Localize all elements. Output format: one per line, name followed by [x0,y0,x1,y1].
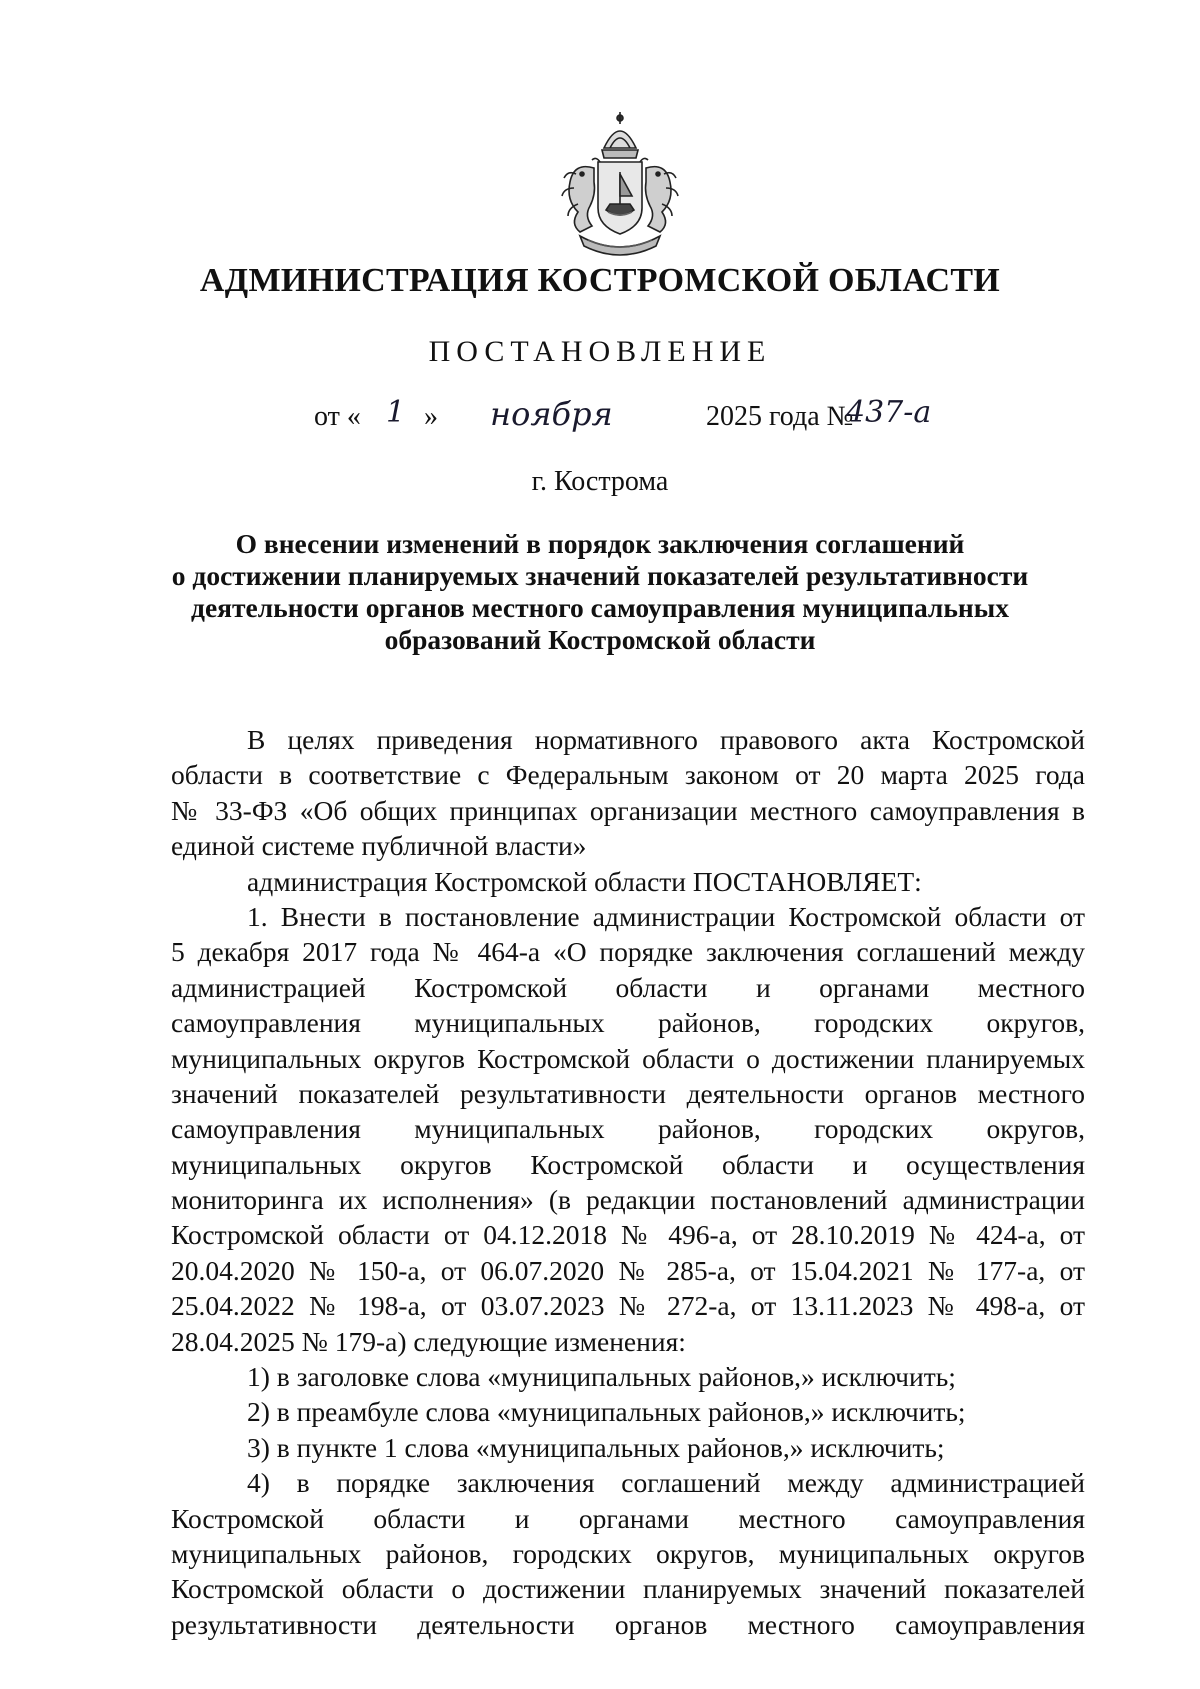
body-line: Костромской области о достижении планируемых значений показателей [171,1573,1085,1605]
body-line: 25.04.2022 № 198-а, от 03.07.2023 № 272-а, от 13.11.2023 № 498-а, от [171,1290,1085,1322]
subject-line: образований Костромской области [384,624,816,655]
body-line: области в соответствие с Федеральным законом от 20 марта 2025 года [171,759,1085,791]
body-line: 20.04.2020 № 150-а, от 06.07.2020 № 285-а, от 15.04.2021 № 177-а, от [171,1254,1085,1286]
body-line: В целях приведения нормативного правового акта Костромской [247,724,1085,755]
body-line: муниципальных районов, городских округов, муниципальных округов [171,1537,1085,1569]
document-city: г. Кострома [531,466,669,497]
date-prefix: от « [314,401,361,432]
body-line: № 33-ФЗ «Об общих принципах организации местного самоуправления в [171,794,1085,826]
body-line: единой системе публичной власти» [171,830,587,862]
document-date-line [0,395,1200,445]
body-line: Костромской области и органами местного самоуправления [171,1502,1085,1534]
document-number-handwritten: 437-а [846,395,932,430]
body-line: администрация Костромской области ПОСТАНОВЛЯЕТ: [247,865,922,897]
body-line: 28.04.2025 № 179-а) следующие изменения: [171,1325,686,1357]
date-day-close: » [424,401,438,432]
subject-line: О внесении изменений в порядок заключения соглашений [235,528,965,559]
body-line: 4) в порядке заключения соглашений между администрацией [247,1467,1085,1499]
body-line: самоуправления муниципальных районов, городских округов, [171,1007,1085,1039]
body-line: 1. Внести в постановление администрации Костромской области от [247,900,1085,932]
date-year-label: 2025 года № [706,401,854,432]
body-line: муниципальных округов Костромской области и осуществления [171,1148,1085,1180]
subject-line: деятельности органов местного самоуправления муниципальных [191,592,1009,623]
document-body [171,722,1085,1642]
subject-line: о достижении планируемых значений показателей результативности [171,560,1029,591]
document-type: ПОСТАНОВЛЕНИЕ [428,335,772,368]
body-line: значений показателей результативности деятельности органов местного [171,1077,1085,1109]
body-line: самоуправления муниципальных районов, городских округов, [171,1113,1085,1145]
date-month-handwritten: ноября [490,395,613,433]
body-line: результативности деятельности органов местного самоуправления [171,1608,1085,1640]
document-subject [150,528,1050,656]
kostroma-coat-of-arms-icon [540,108,700,263]
body-line: мониторинга их исполнения» (в редакции постановлений администрации [171,1184,1085,1216]
organization-title: АДМИНИСТРАЦИЯ КОСТРОМСКОЙ ОБЛАСТИ [199,262,1001,299]
body-line: 5 декабря 2017 года № 464-а «О порядке заключения соглашений между [171,936,1085,968]
date-day-handwritten: 1 [386,395,406,430]
body-line: Костромской области от 04.12.2018 № 496-а, от 28.10.2019 № 424-а, от [171,1219,1085,1251]
body-line: 2) в преамбуле слова «муниципальных районов,» исключить; [247,1396,966,1428]
body-line: 3) в пункте 1 слова «муниципальных районов,» исключить; [247,1431,945,1463]
body-line: 1) в заголовке слова «муниципальных районов,» исключить; [247,1361,956,1393]
body-line: администрацией Костромской области и органами местного [171,971,1085,1003]
body-line: муниципальных округов Костромской области о достижении планируемых [171,1042,1085,1074]
